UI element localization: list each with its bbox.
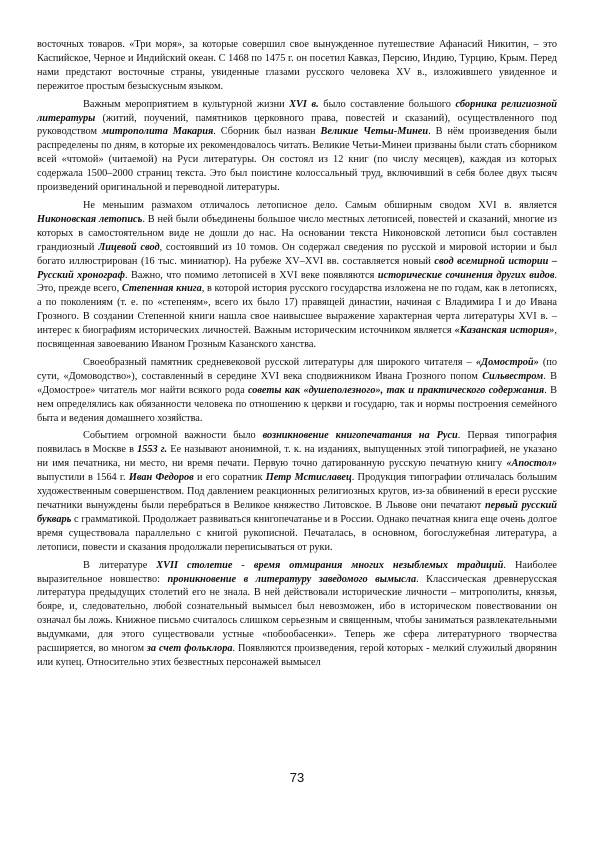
emphasized-text: возникновение книгопечатания на Руси — [262, 430, 458, 442]
emphasized-text: Лицевой свод — [98, 241, 160, 253]
emphasized-text: Великие Четьи-Минеи — [320, 126, 429, 138]
emphasized-text: Никоновская летопись — [37, 213, 143, 225]
emphasized-text: Петр Мстиславец — [265, 472, 352, 484]
emphasized-text: Сильвестром — [482, 370, 544, 382]
text-run: . В нем определялись как обязанности человека по отношению к церкви и государю, так и нормы построения семейного быта и ведения домашнего хозяйства. — [37, 384, 557, 424]
text-run: . В ней были объединены большое число местных летописей, повестей и сказаний, многие из которых в самостоятельном виде не дошли до нас. На основании текста Никоновской летописи был составлен грандиозный — [37, 213, 557, 253]
text-run: Своеобразный памятник средневековой русской литературы для широкого читателя – — [83, 356, 476, 368]
text-run: . Первая типография появилась в Москве в — [37, 430, 557, 456]
emphasized-text: исторические сочинения других видов — [377, 269, 555, 281]
text-run: с грамматикой. Продолжает развиваться книгопечатанье и в России. Однако печатная книга еще очень долгое время существовала параллельно с книгой рукописной. Печаталась, в основном, богослужебная литература, а летописи, повести и сказания продолжали переписываться от руки. — [37, 513, 557, 553]
emphasized-text: XVII столетие - время отмирания многих незыблемых традиций — [156, 559, 504, 571]
paragraph — [37, 38, 557, 94]
text-run: . Классическая древнерусская литература предыдущих столетий его не знала. В ней действовали исторические личности – митрополиты, князья, бояре, и, следовательно, любой сознательный вымысел был невозможен, ибо в историческом повествовании он означал бы ложь. Книжное письмо считалось слишком серьезным и священным, чтобы заниматься развлекательными выдумками, для этого существовали устные «побообасенки». Теперь же сфера литературного творчества расширяется, во многом — [37, 573, 557, 655]
text-run: . Сборник был назван — [213, 126, 321, 138]
text-run: . В нём произведения были распределены по дням, в которые их рекомендовалось читать. Великие Четьи-Минеи призваны были стать сборником всей «чтомой» (читаемой) на Руси литературы. Он состоял из 12 книг (по числу месяцев), каждая из которых содержала 1500–2000 страниц текста. Это был поистине колоссальный труд, включивший в себя более двух тысяч произведений оригинальной и переводной литературы. — [37, 126, 557, 194]
emphasized-text: митрополита Макария — [101, 126, 214, 138]
emphasized-text: за счет фольклора — [146, 643, 233, 655]
emphasized-text: «Казанская история» — [454, 325, 555, 337]
text-run: . Продукция типографии отличалась большим художественным совершенством. Под давлением реакционных религиозных кругов, из-за обвинений в ереси русские печатники вынуждены были перебраться в Великое княжество Литовское. В Львове они печатают — [37, 472, 557, 511]
text-run: было составление большого — [318, 98, 456, 110]
paragraph — [37, 356, 557, 426]
text-run: . Появляются произведения, герой которых - мелкий служилый дворянин или купец. Относительно этих безвестных персонажей вымысел — [37, 643, 557, 668]
text-run: , в которой история русского государства изложена не по годам, как в летописях, а по поколениям (т. е. по «степеням», всего их было 17) правящей династии, начиная с Владимира I и до Ивана Грозного. В создании Степенной книги нашла свое наивысшее выражение характерная черта литературы XVI в. – интерес к биографиям исторических личностей. Важным историческим источником является — [37, 283, 557, 337]
text-run: восточных товаров. «Три моря», за которые совершил свое вынужденное путешествие Афанасий Никитин, – это Каспийское, Черное и Индийский океан. С 1468 по 1475 г. он посетил Кавказ, Персию, Индию, Турцию, Крым. Перед нами предстают восточные страны, увиденные глазами русского человека XV в., изложившего увиденное и пережитое простым безыскусным языком. — [37, 39, 557, 92]
emphasized-text: сборника религиозной литературы — [37, 98, 557, 124]
paragraph — [37, 199, 557, 352]
emphasized-text: первый русский букварь — [37, 500, 557, 525]
text-run: и его соратник — [193, 472, 266, 484]
document-body — [37, 38, 557, 674]
emphasized-text: Иван Федоров — [128, 472, 194, 484]
text-run: Не меньшим размахом отличалось летописное дело. Самым обширным сводом XVI в. является — [83, 199, 557, 211]
text-run: . Это, прежде всего, — [37, 269, 557, 295]
paragraph — [37, 559, 557, 670]
text-run: (по сути, «Домоводство»), составленный в середине XVI века сподвижником Ивана Грозного попом — [37, 356, 557, 382]
text-run: . Важно, что помимо летописей в XVI веке появляются — [124, 269, 378, 281]
emphasized-text: XVI в. — [289, 98, 319, 110]
emphasized-text: «Домострой» — [475, 356, 539, 368]
text-run: , состоявший из 10 томов. Он содержал сведения по русской и мировой истории и был богато иллюстрирован (16 тыс. миниатюр). На рубеже XV–XVI вв. составляется новый — [37, 241, 557, 267]
text-run: В литературе — [83, 559, 157, 571]
emphasized-text: проникновение в литературу заведомого вымысла — [167, 573, 417, 585]
page-number: 73 — [289, 770, 305, 785]
text-run: Важным мероприятием в культурной жизни — [83, 98, 290, 110]
text-run: Ее называют анонимной, т. к. на изданиях, выпущенных этой типографией, не указано ни имя печатника, ни место, ни время печати. Первую точно датированную русскую печатную книгу — [37, 444, 557, 470]
text-run: . Наиболее выразительное новшество: — [37, 559, 557, 585]
paragraph — [37, 98, 557, 195]
text-run: , посвященная завоеванию Иваном Грозным Казанского ханства. — [37, 325, 557, 351]
text-run: выпустили в 1564 г. — [37, 472, 129, 484]
emphasized-text: советы как «душеполезного», так и практического содержания — [247, 384, 545, 396]
paragraph — [37, 429, 557, 554]
text-run: Событием огромной важности было — [83, 430, 263, 442]
text-run: . В «Домострое» читатель мог найти всякого рода — [37, 370, 557, 396]
emphasized-text: 1553 г. — [137, 444, 168, 456]
emphasized-text: Степенная книга — [121, 283, 202, 295]
emphasized-text: свод всемирной истории – Русский хронограф — [37, 255, 557, 281]
text-run: (житий, поучений, памятников церковного права, повестей и сказаний), осуществленного под руководством — [37, 112, 557, 138]
emphasized-text: «Апостол» — [506, 458, 557, 470]
